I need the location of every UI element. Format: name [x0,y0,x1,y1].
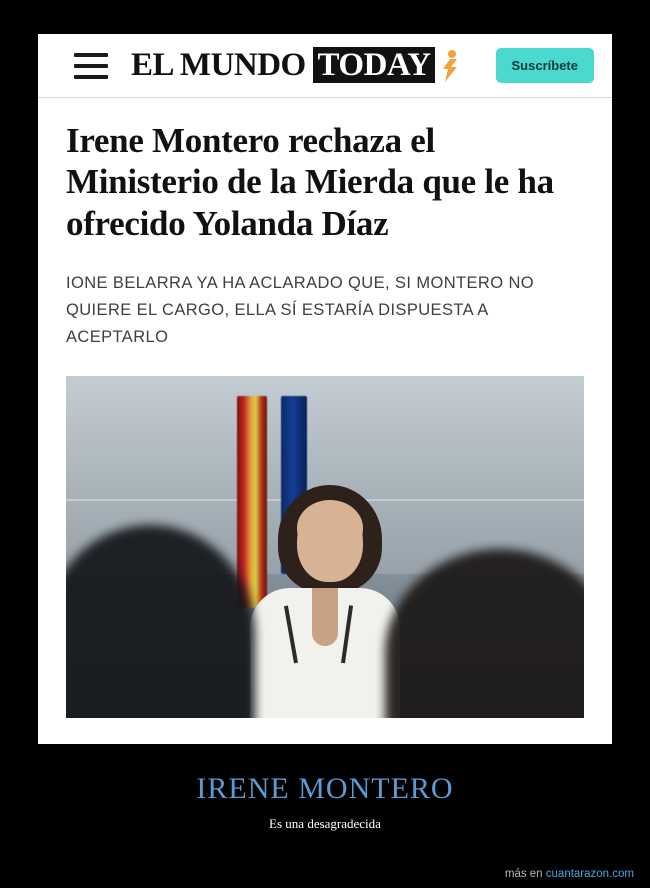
site-header [38,34,612,98]
caption-subtitle: Es una desagradecida [269,816,381,831]
spain-flag [237,396,267,608]
site-logo-text-first: EL MUNDO [130,47,314,83]
footer-credit-brand[interactable]: cuantarazon.com [545,868,634,880]
site-logo[interactable] [98,47,496,84]
subscribe-button[interactable]: Suscríbete [496,48,594,83]
site-logo-text [131,47,435,84]
subject-face [297,502,363,582]
article-body [38,98,612,744]
article-headline: Irene Montero rechaza el Ministerio de la Mierda que le ha ofrecido Yolanda Díaz [66,121,554,243]
site-logo-text-second: TODAY [313,47,434,83]
article-standfirst: IONE BELARRA YA HA ACLARADO QUE, SI MONTERO NO QUIERE EL CARGO, ELLA SÍ ESTARÍA DISPUESTA A ACEPTARLO [66,273,534,347]
article-card [38,34,612,744]
caption-title: IRENE MONTERO [196,772,454,805]
subject-body [250,588,400,718]
footer-credit-prefix: más en [504,868,546,880]
logo-runner-icon [437,49,463,83]
footer-credit [505,868,634,880]
article-photo [66,376,584,718]
caption-block [0,772,650,832]
